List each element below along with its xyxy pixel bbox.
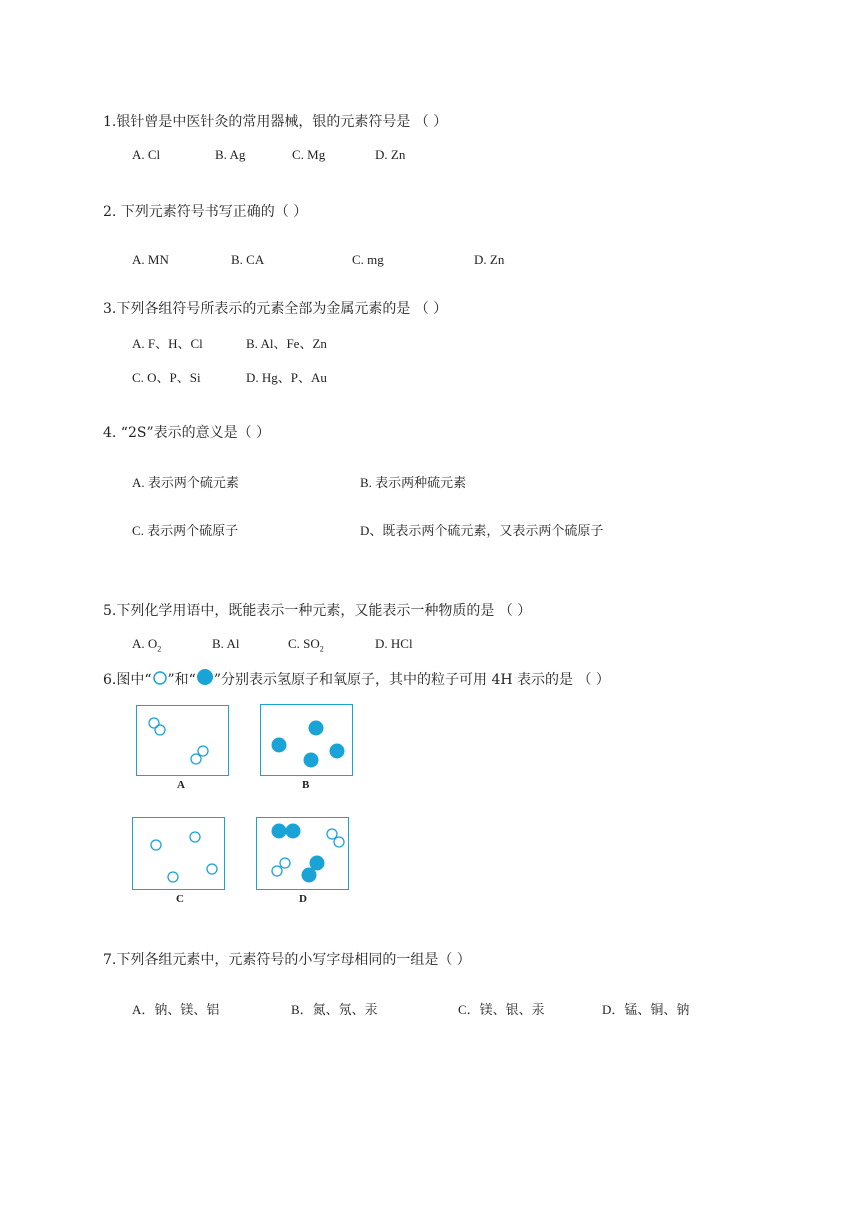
question-5-stem: 5.下列化学用语中，既能表示一种元素，又能表示一种物质的是 （ ） <box>103 603 532 619</box>
hydrogen-atom-icon <box>152 670 168 690</box>
oxygen-atoms-figure <box>261 705 352 775</box>
q2-option-d[interactable]: D. Zn <box>474 252 505 267</box>
figure-box-b[interactable] <box>260 704 353 776</box>
question-6-stem: 6.图中“ ”和“ ”分别表示氢原子和氧原子，其中的粒子可用 4H 表示的是 （ ） <box>103 668 610 690</box>
question-4-stem: 4. “2S”表示的意义是（ ） <box>103 425 271 441</box>
oxygen-atom-icon <box>196 668 214 690</box>
q5-option-a[interactable]: A. $O_2$ <box>132 636 162 654</box>
figure-label-d: D <box>299 893 307 905</box>
figure-label-a: A <box>177 779 185 791</box>
q4-option-a[interactable]: A. 表示两个硫元素 <box>132 475 239 490</box>
question-3-stem: 3.下列各组符号所表示的元素全部为金属元素的是 （ ） <box>103 301 448 317</box>
q1-option-d[interactable]: D. Zn <box>375 147 406 162</box>
q1-option-b[interactable]: B. Ag <box>215 147 246 162</box>
q4-option-d[interactable]: D、既表示两个硫元素，又表示两个硫原子 <box>360 523 604 538</box>
subscript: 2 <box>157 644 162 654</box>
subscript: 2 <box>319 644 324 654</box>
mixed-molecules-figure <box>257 818 348 889</box>
q1-option-a[interactable]: A. Cl <box>132 147 161 162</box>
q7-option-c[interactable]: C．镁、银、汞 <box>458 1002 545 1017</box>
q7-option-b[interactable]: B．氮、氖、汞 <box>291 1002 378 1017</box>
q5-option-c[interactable]: C. $SO_2$ <box>288 636 324 654</box>
hydrogen-atoms-figure <box>133 818 224 889</box>
q3-option-b[interactable]: B. Al、Fe、Zn <box>246 336 327 351</box>
figure-box-c[interactable] <box>132 817 225 890</box>
q4-option-c[interactable]: C. 表示两个硫原子 <box>132 523 239 538</box>
q4-option-b[interactable]: B. 表示两种硫元素 <box>360 475 467 490</box>
q3-option-c[interactable]: C. O、P、Si <box>132 370 201 385</box>
q7-option-a[interactable]: A．钠、镁、铝 <box>132 1002 220 1017</box>
q1-option-c[interactable]: C. Mg <box>292 147 326 162</box>
figure-box-a[interactable] <box>136 705 229 776</box>
question-2-stem: 2. 下列元素符号书写正确的（ ） <box>103 204 308 220</box>
q5-option-b[interactable]: B. Al <box>212 636 240 651</box>
q2-option-a[interactable]: A. MN <box>132 252 169 267</box>
figure-label-b: B <box>302 779 310 791</box>
q2-option-b[interactable]: B. CA <box>231 252 265 267</box>
question-7-stem: 7.下列各组元素中，元素符号的小写字母相同的一组是（ ） <box>103 952 471 968</box>
hydrogen-molecules-figure <box>137 706 228 775</box>
q5-option-d[interactable]: D. HCl <box>375 636 413 651</box>
question-1-stem: 1.银针曾是中医针灸的常用器械，银的元素符号是 （ ） <box>103 114 448 130</box>
q2-option-c[interactable]: C. mg <box>352 252 384 267</box>
q3-option-d[interactable]: D. Hg、P、Au <box>246 370 327 385</box>
q7-option-d[interactable]: D．锰、铜、钠 <box>602 1002 690 1017</box>
figure-label-c: C <box>176 893 184 905</box>
figure-box-d[interactable] <box>256 817 349 890</box>
q3-option-a[interactable]: A. F、H、Cl <box>132 336 203 351</box>
